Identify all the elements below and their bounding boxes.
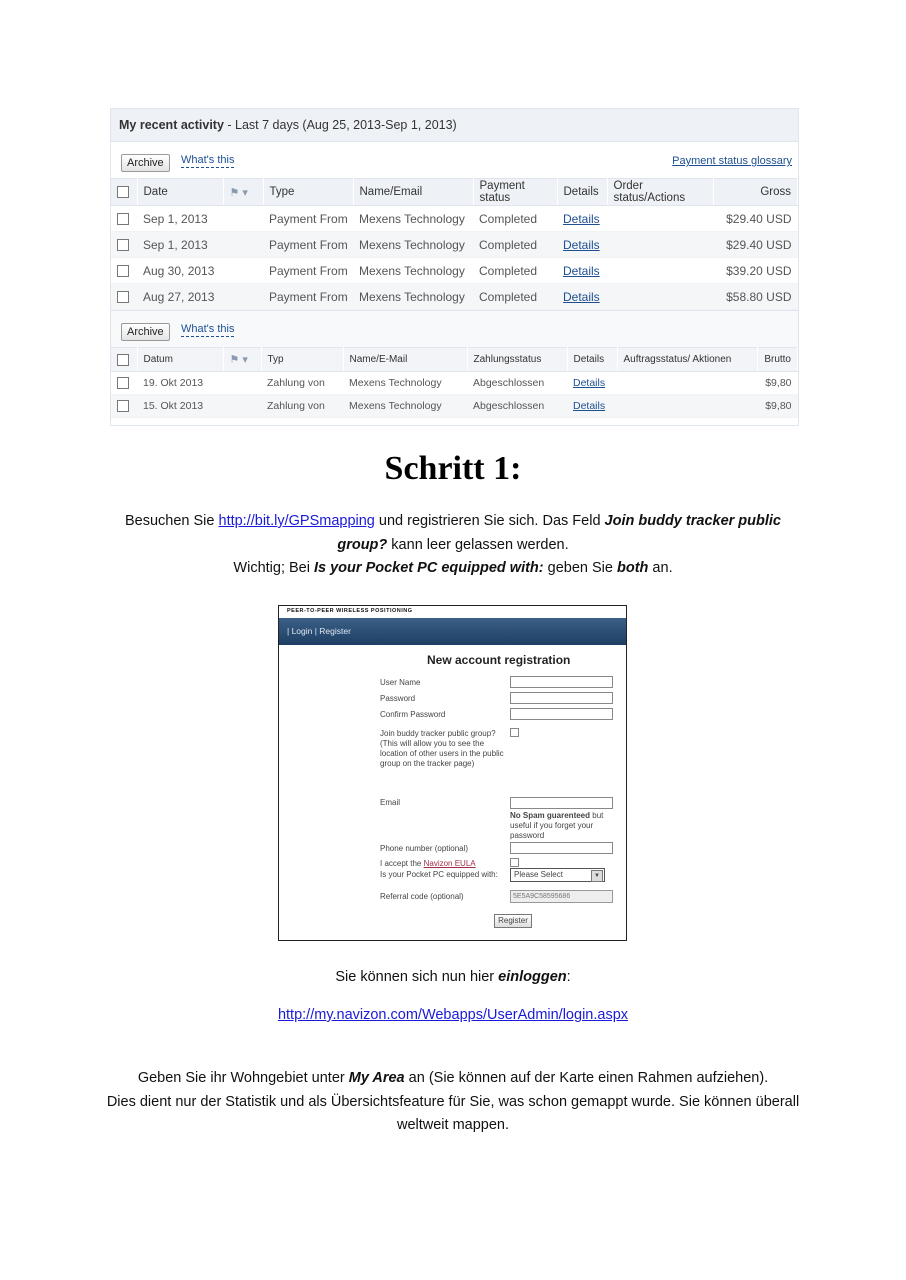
row-flag xyxy=(223,206,263,232)
registration-nav[interactable]: | Login | Register xyxy=(279,618,626,645)
row-checkbox[interactable] xyxy=(111,232,137,258)
row-gross: $9,80 xyxy=(757,395,798,418)
join-buddy-checkbox[interactable] xyxy=(510,728,519,737)
row-type: Payment From xyxy=(263,258,353,284)
user-name-label: User Name xyxy=(380,678,421,687)
flag-icon-de[interactable]: ⚑ ▾ xyxy=(223,348,261,372)
row-gross: $39.20 USD xyxy=(713,258,798,284)
registration-screenshot xyxy=(278,605,627,941)
col-typ[interactable]: Typ xyxy=(261,348,343,372)
login-link[interactable]: http://my.navizon.com/Webapps/UserAdmin/login.aspx xyxy=(277,1007,629,1023)
accept-eula-label: I accept the Navizon EULA xyxy=(380,859,476,868)
password-label: Password xyxy=(380,694,416,703)
row-checkbox[interactable] xyxy=(111,206,137,232)
flag-icon[interactable]: ⚑ ▾ xyxy=(223,179,263,206)
whats-this-link[interactable]: What's this xyxy=(181,154,235,166)
col-order-status: Order status/Actions xyxy=(607,179,713,206)
row-flag xyxy=(223,258,263,284)
login-link-line xyxy=(100,1004,806,1028)
row-details-link[interactable]: Details xyxy=(557,232,607,258)
row-gross: $58.80 USD xyxy=(713,284,798,310)
activity-toolbar-2 xyxy=(111,310,798,347)
gps-mapping-link[interactable]: http://bit.ly/GPSmapping xyxy=(218,513,375,529)
en-row xyxy=(111,206,798,232)
email-label: Email xyxy=(380,798,401,807)
row-name: Mexens Technology xyxy=(353,206,473,232)
confirm-password-label: Confirm Password xyxy=(380,710,446,719)
payment-status-glossary-link[interactable]: Payment status glossary xyxy=(672,155,792,167)
row-gross: $9,80 xyxy=(757,372,798,395)
row-status: Abgeschlossen xyxy=(467,395,567,418)
user-name-input[interactable] xyxy=(510,676,613,688)
activity-table xyxy=(111,178,798,310)
activity-title: My recent activity - Last 7 days (Aug 25, 2013-Sep 1, 2013) xyxy=(111,109,798,142)
row-status: Completed xyxy=(473,206,557,232)
activity-table-de xyxy=(111,347,798,418)
en-row xyxy=(111,284,798,310)
row-date: Aug 30, 2013 xyxy=(137,258,223,284)
eula-link[interactable]: Navizon EULA xyxy=(423,859,476,868)
page-title: Schritt 1: xyxy=(384,450,522,487)
row-details-link[interactable]: Details xyxy=(567,372,617,395)
accept-eula-checkbox[interactable] xyxy=(510,858,519,867)
spam-note: No Spam guarenteed but useful if you forget your password xyxy=(510,811,604,840)
col-status[interactable]: Payment status xyxy=(473,179,557,206)
col-brutto[interactable]: Brutto xyxy=(757,348,798,372)
row-name: Mexens Technology xyxy=(353,284,473,310)
login-paragraph: Sie können sich nun hier einloggen: xyxy=(335,969,571,985)
row-type: Payment From xyxy=(263,232,353,258)
join-buddy-label: Join buddy tracker public group? (This will allow you to see the location of other users in the public group on the tracker page) xyxy=(380,729,504,768)
row-name: Mexens Technology xyxy=(343,372,467,395)
row-name: Mexens Technology xyxy=(343,395,467,418)
row-order-status xyxy=(607,232,713,258)
row-details-link[interactable]: Details xyxy=(557,258,607,284)
archive-button-2[interactable]: Archive xyxy=(121,323,170,341)
col-name[interactable]: Name/Email xyxy=(353,179,473,206)
row-name: Mexens Technology xyxy=(353,232,473,258)
row-date: 15. Okt 2013 xyxy=(137,395,223,418)
register-button[interactable]: Register xyxy=(494,914,532,928)
col-datum[interactable]: Datum xyxy=(137,348,223,372)
row-details-link[interactable]: Details xyxy=(567,395,617,418)
en-row xyxy=(111,232,798,258)
row-status: Completed xyxy=(473,284,557,310)
row-details-link[interactable]: Details xyxy=(557,206,607,232)
col-zahlungsstatus[interactable]: Zahlungsstatus xyxy=(467,348,567,372)
col-name-email[interactable]: Name/E-Mail xyxy=(343,348,467,372)
col-auftragsstatus: Auftragsstatus/ Aktionen xyxy=(617,348,757,372)
row-date: Sep 1, 2013 xyxy=(137,206,223,232)
row-status: Completed xyxy=(473,232,557,258)
col-date[interactable]: Date xyxy=(137,179,223,206)
row-name: Mexens Technology xyxy=(353,258,473,284)
phone-input[interactable] xyxy=(510,842,613,854)
row-checkbox[interactable] xyxy=(111,395,137,418)
select-all-checkbox-de[interactable] xyxy=(111,348,137,372)
row-gross: $29.40 USD xyxy=(713,232,798,258)
col-type[interactable]: Type xyxy=(263,179,353,206)
row-flag xyxy=(223,372,261,395)
row-flag xyxy=(223,395,261,418)
chevron-down-icon: ▼ xyxy=(591,870,603,882)
de-row xyxy=(111,372,798,395)
row-type: Payment From xyxy=(263,284,353,310)
row-checkbox[interactable] xyxy=(111,284,137,310)
referral-input[interactable]: 5E5A9C58595686 xyxy=(510,890,613,903)
row-type: Zahlung von xyxy=(261,372,343,395)
pocket-pc-select[interactable]: Please Select ▼ xyxy=(510,868,605,882)
archive-button[interactable]: Archive xyxy=(121,154,170,172)
phone-label: Phone number (optional) xyxy=(380,844,469,853)
pocket-pc-label: Is your Pocket PC equipped with: xyxy=(380,870,498,879)
row-date: Sep 1, 2013 xyxy=(137,232,223,258)
row-order-status xyxy=(617,395,757,418)
select-all-checkbox[interactable] xyxy=(111,179,137,206)
registration-title: New account registration xyxy=(427,653,571,667)
row-order-status xyxy=(607,284,713,310)
row-gross: $29.40 USD xyxy=(713,206,798,232)
email-input[interactable] xyxy=(510,797,613,809)
row-flag xyxy=(223,284,263,310)
row-date: Aug 27, 2013 xyxy=(137,284,223,310)
whats-this-link-2[interactable]: What's this xyxy=(181,323,235,335)
password-input[interactable] xyxy=(510,692,613,704)
row-type: Payment From xyxy=(263,206,353,232)
activity-toolbar xyxy=(111,142,798,178)
row-type: Zahlung von xyxy=(261,395,343,418)
row-details-link[interactable]: Details xyxy=(557,284,607,310)
col-details-de: Details xyxy=(567,348,617,372)
row-order-status xyxy=(607,206,713,232)
row-status: Abgeschlossen xyxy=(467,372,567,395)
row-checkbox[interactable] xyxy=(111,372,137,395)
col-gross[interactable]: Gross xyxy=(713,179,798,206)
row-status: Completed xyxy=(473,258,557,284)
de-row xyxy=(111,395,798,418)
area-paragraph: Geben Sie ihr Wohngebiet unter My Area an (Sie können auf der Karte einen Rahmen aufziehen). Dies dient nur der Statistik und als Übersichtsfeature für Sie, was schon gemappt wurde. Sie können überall weltweit mappen. xyxy=(106,1070,800,1133)
referral-label: Referral code (optional) xyxy=(380,892,464,901)
en-row xyxy=(111,258,798,284)
row-date: 19. Okt 2013 xyxy=(137,372,223,395)
row-flag xyxy=(223,232,263,258)
row-order-status xyxy=(607,258,713,284)
row-order-status xyxy=(617,372,757,395)
row-checkbox[interactable] xyxy=(111,258,137,284)
confirm-password-input[interactable] xyxy=(510,708,613,720)
registration-top-text: PEER-TO-PEER WIRELESS POSITIONING xyxy=(287,608,413,614)
instruction-paragraph: Besuchen Sie http://bit.ly/GPSmapping und registrieren Sie sich. Das Feld Join buddy tracker public group? kann leer gelassen werden. Wichtig; Bei Is your Pocket PC equipped with: geben Sie both an. xyxy=(124,513,781,576)
col-details: Details xyxy=(557,179,607,206)
activity-panel xyxy=(110,108,799,426)
